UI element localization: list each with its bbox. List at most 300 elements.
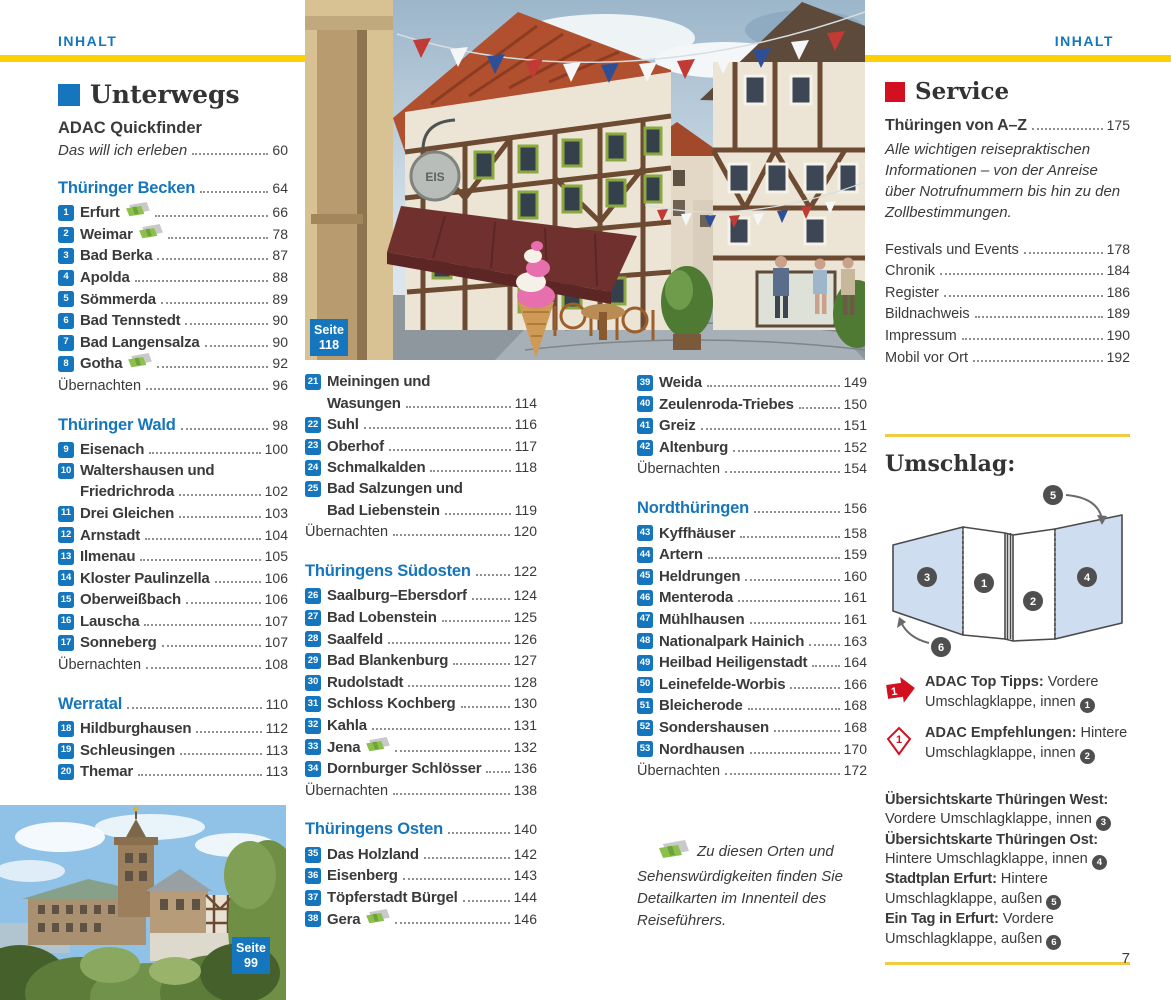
item-label: Greiz — [659, 417, 696, 435]
circled-number: 2 — [1080, 749, 1095, 764]
page-number: 150 — [843, 395, 867, 412]
legend-bold: ADAC Empfehlungen: — [925, 724, 1077, 741]
page-number: 112 — [265, 720, 288, 737]
item-number-badge: 1 — [58, 205, 74, 221]
item-label: Saalburg–Ebersdorf — [327, 587, 467, 605]
footer-label: Übernachten — [305, 782, 389, 799]
toc-item — [58, 202, 288, 224]
dotted-leader — [809, 643, 839, 646]
footer-label: Übernachten — [305, 524, 389, 541]
item-label: Rudolstadt — [327, 673, 404, 691]
item-label: Waltershausen und — [80, 461, 215, 479]
dotted-leader — [962, 337, 1103, 340]
dotted-leader — [205, 344, 269, 347]
svg-text:1: 1 — [980, 577, 988, 590]
toc-item — [305, 414, 537, 436]
quickfinder-title: ADAC Quickfinder — [58, 119, 202, 137]
page-number: 110 — [265, 695, 288, 712]
dotted-leader — [754, 510, 840, 513]
item-number-badge: 41 — [637, 418, 653, 434]
toc-item — [637, 739, 867, 761]
toc-group — [58, 694, 288, 783]
dotted-leader — [790, 686, 839, 689]
dotted-leader — [140, 558, 260, 561]
item-number-badge: 8 — [58, 356, 74, 372]
page-number: 161 — [843, 610, 867, 627]
item-number-badge: 14 — [58, 570, 74, 586]
page-number: 143 — [513, 867, 537, 884]
toc-item — [58, 632, 288, 654]
circled-number: 5 — [1046, 895, 1061, 910]
page-number: 119 — [514, 501, 537, 518]
item-number-badge: 44 — [637, 547, 653, 563]
page-number: 116 — [514, 416, 537, 433]
map-icon — [366, 737, 390, 759]
page-number: 168 — [843, 718, 867, 735]
page-number: 66 — [272, 204, 288, 221]
svg-text:EIS: EIS — [425, 170, 445, 184]
dotted-leader — [180, 752, 262, 755]
cover-map-title: Ein Tag in Erfurt: — [885, 911, 999, 928]
page-number: 102 — [264, 483, 288, 500]
item-number-badge: 37 — [305, 890, 321, 906]
street-photo — [305, 0, 865, 360]
toc-item — [58, 439, 288, 461]
dotted-leader — [389, 448, 511, 451]
page-number: 192 — [1106, 348, 1130, 365]
page-number: 130 — [513, 695, 537, 712]
item-number-badge: 22 — [305, 417, 321, 433]
item-label: Kahla — [327, 716, 367, 734]
dotted-leader — [738, 599, 840, 602]
svg-text:3: 3 — [923, 571, 931, 584]
dotted-leader — [388, 641, 510, 644]
page-number: 149 — [843, 374, 867, 390]
dotted-leader — [127, 706, 262, 709]
legend-item: 1 ADAC Empfehlungen: Hintere Umschlagklappe, innen 2 — [885, 723, 1130, 765]
cover-map-title: Übersichtskarte Thüringen West: — [885, 791, 1109, 808]
item-label: Erfurt — [80, 204, 120, 222]
toc-group-title: Thüringens Osten — [305, 820, 443, 839]
toc-item — [305, 844, 537, 866]
item-label: Weida — [659, 374, 702, 391]
service-heading — [885, 78, 1130, 105]
item-number-badge: 3 — [58, 248, 74, 264]
page-number: 90 — [272, 312, 288, 329]
dotted-leader — [162, 644, 261, 647]
page-number: 140 — [513, 821, 537, 838]
folio-page-number: 7 — [1121, 950, 1130, 967]
item-number-badge: 15 — [58, 592, 74, 608]
page-number: 125 — [513, 608, 537, 625]
blue-square-icon — [58, 84, 80, 106]
toc-group-title-row — [58, 415, 288, 436]
toc-item — [637, 609, 867, 631]
item-number-badge: 17 — [58, 635, 74, 651]
item-number-badge: 51 — [637, 698, 653, 714]
toc-item — [58, 289, 288, 311]
page-number: 103 — [264, 504, 288, 521]
footer-label: Übernachten — [58, 657, 142, 674]
circled-number: 4 — [1092, 855, 1107, 870]
header-label-left: INHALT — [58, 33, 118, 49]
page-number: 168 — [843, 697, 867, 714]
dotted-leader — [186, 601, 261, 604]
item-label: Sonneberg — [80, 634, 157, 652]
map-icon — [659, 840, 689, 866]
dotted-leader — [393, 533, 510, 536]
item-number-badge: 18 — [58, 721, 74, 737]
service-row — [885, 239, 1130, 261]
quickfinder-subtitle: Das will ich erleben — [58, 142, 188, 159]
page-number: 184 — [1106, 262, 1130, 279]
mid1-toc — [305, 372, 537, 930]
page-number: 106 — [264, 591, 288, 608]
item-number-badge: 5 — [58, 291, 74, 307]
page-number: 113 — [265, 763, 288, 780]
item-label: Eisenberg — [327, 867, 398, 885]
toc-item-line2 — [305, 500, 537, 522]
item-number-badge: 49 — [637, 655, 653, 671]
cover-diagram — [885, 481, 1130, 659]
item-label: Bad Blankenburg — [327, 652, 449, 670]
item-number-badge: 12 — [58, 527, 74, 543]
item-number-badge: 29 — [305, 653, 321, 669]
item-number-badge: 36 — [305, 868, 321, 884]
item-label: Meiningen und — [327, 373, 431, 390]
toc-footer-row — [305, 780, 537, 802]
item-label: Eisenach — [80, 441, 145, 459]
page-number: 89 — [272, 290, 288, 307]
toc-item — [58, 611, 288, 633]
toc-item — [637, 587, 867, 609]
toc-item — [637, 674, 867, 696]
toc-group-title: Thüringens Südosten — [305, 561, 471, 580]
toc-item — [58, 525, 288, 547]
item-label: Suhl — [327, 416, 359, 434]
item-number-badge: 2 — [58, 227, 74, 243]
service-label: Mobil vor Ort — [885, 349, 968, 366]
cover-map-entry: Übersichtskarte Thüringen Ost: Hintere Umschlagklappe, innen 4 — [885, 831, 1130, 871]
service-row — [885, 347, 1130, 369]
dotted-leader — [403, 877, 510, 880]
toc-group-title: Werratal — [58, 694, 123, 713]
svg-text:6: 6 — [937, 641, 945, 654]
page-number: 160 — [843, 567, 867, 584]
street-photo-art — [305, 0, 865, 360]
item-label: Weimar — [80, 225, 133, 243]
toc-footer-row — [637, 458, 867, 480]
item-number-badge: 53 — [637, 741, 653, 757]
yellow-rule-bottom — [885, 962, 1130, 965]
item-number-badge: 47 — [637, 612, 653, 628]
middle-column-1 — [305, 372, 537, 948]
right-column — [885, 74, 1130, 965]
dotted-leader — [135, 279, 269, 282]
toc-item — [305, 607, 537, 629]
cover-map-entry: Ein Tag in Erfurt: Vordere Umschlagklappe, außen 6 — [885, 910, 1130, 950]
item-label-line2: Wasungen — [327, 394, 401, 412]
item-number-badge: 52 — [637, 720, 653, 736]
toc-group — [637, 498, 867, 782]
page-number: 138 — [513, 781, 537, 798]
page-number: 170 — [843, 740, 867, 757]
item-label-line2: Bad Liebenstein — [327, 501, 440, 519]
dotted-leader — [395, 749, 509, 752]
toc-item — [58, 589, 288, 611]
dotted-leader — [725, 470, 840, 473]
toc-item — [305, 629, 537, 651]
page-number: 152 — [843, 438, 867, 455]
page-number: 190 — [1106, 326, 1130, 343]
item-label: Schmalkalden — [327, 459, 426, 477]
toc-item — [305, 479, 537, 500]
page-number: 106 — [264, 569, 288, 586]
item-number-badge: 40 — [637, 396, 653, 412]
toc-item-line2 — [58, 481, 288, 503]
toc-item — [305, 737, 537, 759]
service-label: Register — [885, 284, 939, 301]
service-label: Impressum — [885, 327, 957, 344]
cover-map-entry: Übersichtskarte Thüringen West: Vordere Umschlagklappe, innen 3 — [885, 791, 1130, 831]
map-note-text: Zu diesen Orten und Sehenswürdigkeiten finden Sie Detailkarten im Innenteil des Reiseführers. — [637, 843, 843, 929]
page-number: 172 — [843, 762, 867, 779]
toc-item — [58, 267, 288, 289]
circled-number: 6 — [1046, 935, 1061, 950]
quickfinder-row — [58, 140, 288, 162]
page-number: 108 — [264, 656, 288, 673]
dotted-leader — [701, 427, 840, 430]
map-icon — [139, 224, 163, 246]
unterwegs-heading — [58, 80, 288, 109]
toc-item — [637, 372, 867, 394]
map-icon — [126, 202, 150, 224]
legend-bold: ADAC Top Tipps: — [925, 673, 1044, 690]
item-number-badge: 31 — [305, 696, 321, 712]
item-number-badge: 20 — [58, 764, 74, 780]
toc-item — [58, 503, 288, 525]
item-label: Bad Langensalza — [80, 333, 200, 351]
page-number: 88 — [272, 268, 288, 285]
item-label: Gera — [327, 910, 361, 928]
toc-group — [58, 178, 288, 397]
toc-item — [305, 672, 537, 694]
toc-group — [58, 415, 288, 676]
item-number-badge: 48 — [637, 633, 653, 649]
page-number: 113 — [265, 741, 288, 758]
item-number-badge: 6 — [58, 313, 74, 329]
service-row — [885, 282, 1130, 304]
dotted-leader — [144, 623, 260, 626]
item-number-badge: 50 — [637, 677, 653, 693]
toc-item — [58, 332, 288, 354]
item-number-badge: 33 — [305, 739, 321, 755]
item-number-badge: 30 — [305, 675, 321, 691]
item-number-badge: 24 — [305, 460, 321, 476]
dotted-leader — [1032, 127, 1103, 130]
item-label: Bad Tennstedt — [80, 312, 181, 330]
svg-text:1: 1 — [890, 685, 899, 698]
toc-footer-row — [58, 654, 288, 676]
page-number: 164 — [843, 654, 867, 671]
svg-text:2: 2 — [1029, 595, 1037, 608]
cover-legend — [885, 672, 1130, 765]
toc-item — [58, 310, 288, 332]
toc-item — [637, 415, 867, 437]
item-label: Artern — [659, 546, 703, 564]
item-number-badge: 7 — [58, 335, 74, 351]
item-number-badge: 43 — [637, 525, 653, 541]
dotted-leader — [750, 751, 840, 754]
item-label: Drei Gleichen — [80, 504, 175, 522]
dotted-leader — [750, 621, 840, 624]
dotted-leader — [973, 359, 1103, 362]
service-label: Bildnachweis — [885, 306, 970, 323]
dotted-leader — [944, 294, 1103, 297]
toc-item — [637, 544, 867, 566]
page-number: 78 — [272, 225, 288, 242]
page-number: 166 — [843, 675, 867, 692]
page-number: 64 — [272, 179, 288, 196]
dotted-leader — [424, 856, 510, 859]
item-label: Gotha — [80, 355, 123, 373]
page-number: 90 — [272, 333, 288, 350]
toc-item — [305, 457, 537, 479]
item-label-line2: Friedrichroda — [80, 483, 175, 501]
page-number: 117 — [514, 437, 537, 454]
toc-footer-row — [305, 521, 537, 543]
dotted-leader — [145, 537, 261, 540]
az-description: Alle wichtigen reisepraktischen Informationen – von der Anreise über Notrufnummern bis hin zu den Zollbestimmungen. — [885, 140, 1121, 221]
page-number: 107 — [264, 634, 288, 651]
page-number: 92 — [272, 355, 288, 372]
dotted-leader — [774, 729, 840, 732]
left-column — [58, 76, 288, 801]
toc-footer-row — [637, 760, 867, 782]
item-label: Töpferstadt Bürgel — [327, 889, 458, 907]
item-label: Menteroda — [659, 589, 734, 607]
toc-item — [58, 224, 288, 246]
dotted-leader — [463, 899, 510, 902]
toc-group-title-row — [637, 498, 867, 519]
page-number: 132 — [513, 738, 537, 755]
dotted-leader — [215, 580, 261, 583]
service-label: Chronik — [885, 263, 935, 280]
page-number: 105 — [264, 548, 288, 565]
cover-map-entry: Stadtplan Erfurt: Hintere Umschlagklappe, außen 5 — [885, 870, 1130, 910]
dotted-leader — [725, 772, 840, 775]
item-label: Zeulenroda-Triebes — [659, 395, 794, 413]
page-number: 100 — [264, 441, 288, 458]
dotted-leader — [196, 730, 261, 733]
footer-label: Übernachten — [58, 377, 142, 394]
item-label: Kloster Paulinzella — [80, 569, 210, 587]
toc-item — [637, 437, 867, 459]
item-number-badge: 34 — [305, 761, 321, 777]
toc-group-title-row — [58, 178, 288, 199]
circled-number: 3 — [1096, 816, 1111, 831]
dotted-leader — [472, 597, 510, 600]
toc-item — [58, 568, 288, 590]
page-number: 60 — [272, 142, 288, 158]
item-number-badge: 4 — [58, 270, 74, 286]
toc-item — [305, 865, 537, 887]
dotted-leader — [476, 573, 510, 576]
toc-group — [637, 372, 867, 480]
dotted-leader — [748, 707, 840, 710]
service-rows — [885, 239, 1130, 369]
item-number-badge: 13 — [58, 549, 74, 565]
page-number: 87 — [272, 247, 288, 264]
toc-group — [305, 561, 537, 802]
toc-item — [305, 909, 537, 931]
dotted-leader — [1024, 251, 1103, 254]
toc-group-title-row — [305, 561, 537, 582]
item-label: Bad Lobenstein — [327, 608, 437, 626]
dotted-leader — [975, 315, 1103, 318]
item-number-badge: 21 — [305, 374, 321, 390]
item-label: Oberhof — [327, 437, 384, 455]
az-row — [885, 115, 1130, 137]
item-number-badge: 26 — [305, 588, 321, 604]
item-label: Jena — [327, 738, 361, 756]
item-label: Heldrungen — [659, 567, 741, 585]
dotted-leader — [486, 770, 509, 773]
dotted-leader — [155, 214, 269, 217]
item-label: Lauscha — [80, 612, 140, 630]
page-number: 131 — [513, 716, 537, 733]
page-number: 144 — [513, 889, 537, 906]
item-label: Heilbad Heiligenstadt — [659, 654, 808, 672]
dotted-leader — [707, 384, 840, 387]
item-number-badge: 35 — [305, 847, 321, 863]
dotted-leader — [430, 469, 510, 472]
mid2-toc — [637, 372, 867, 782]
item-label: Sömmerda — [80, 290, 156, 308]
page-number: 98 — [272, 416, 288, 433]
page-number: 158 — [843, 524, 867, 541]
dotted-leader — [185, 322, 268, 325]
dotted-leader — [733, 449, 840, 452]
toc-group-title-row — [305, 819, 537, 840]
cover-map-title: Übersichtskarte Thüringen Ost: — [885, 831, 1098, 848]
page-number: 114 — [514, 394, 537, 411]
item-number-badge: 16 — [58, 614, 74, 630]
toc-group — [305, 372, 537, 543]
item-label: Ilmenau — [80, 548, 136, 566]
item-label: Arnstadt — [80, 526, 141, 544]
toc-item — [637, 695, 867, 717]
page-number: 156 — [843, 499, 867, 516]
empfehlung-pin-icon — [885, 725, 913, 763]
dotted-leader — [453, 662, 509, 665]
dotted-leader — [445, 512, 511, 515]
toc-item — [58, 740, 288, 762]
page-number: 128 — [513, 673, 537, 690]
page-number: 127 — [513, 652, 537, 669]
dotted-leader — [138, 773, 262, 776]
dotted-leader — [812, 664, 839, 667]
page-number: 122 — [513, 562, 537, 579]
item-label: Nordhausen — [659, 740, 745, 758]
map-icon — [366, 909, 390, 931]
toc-item — [58, 245, 288, 267]
service-label: Festivals und Events — [885, 241, 1019, 258]
page-number: 124 — [513, 587, 537, 604]
toc-group-title: Thüringer Wald — [58, 415, 176, 434]
dotted-leader — [192, 152, 268, 155]
middle-column-2 — [637, 372, 867, 800]
